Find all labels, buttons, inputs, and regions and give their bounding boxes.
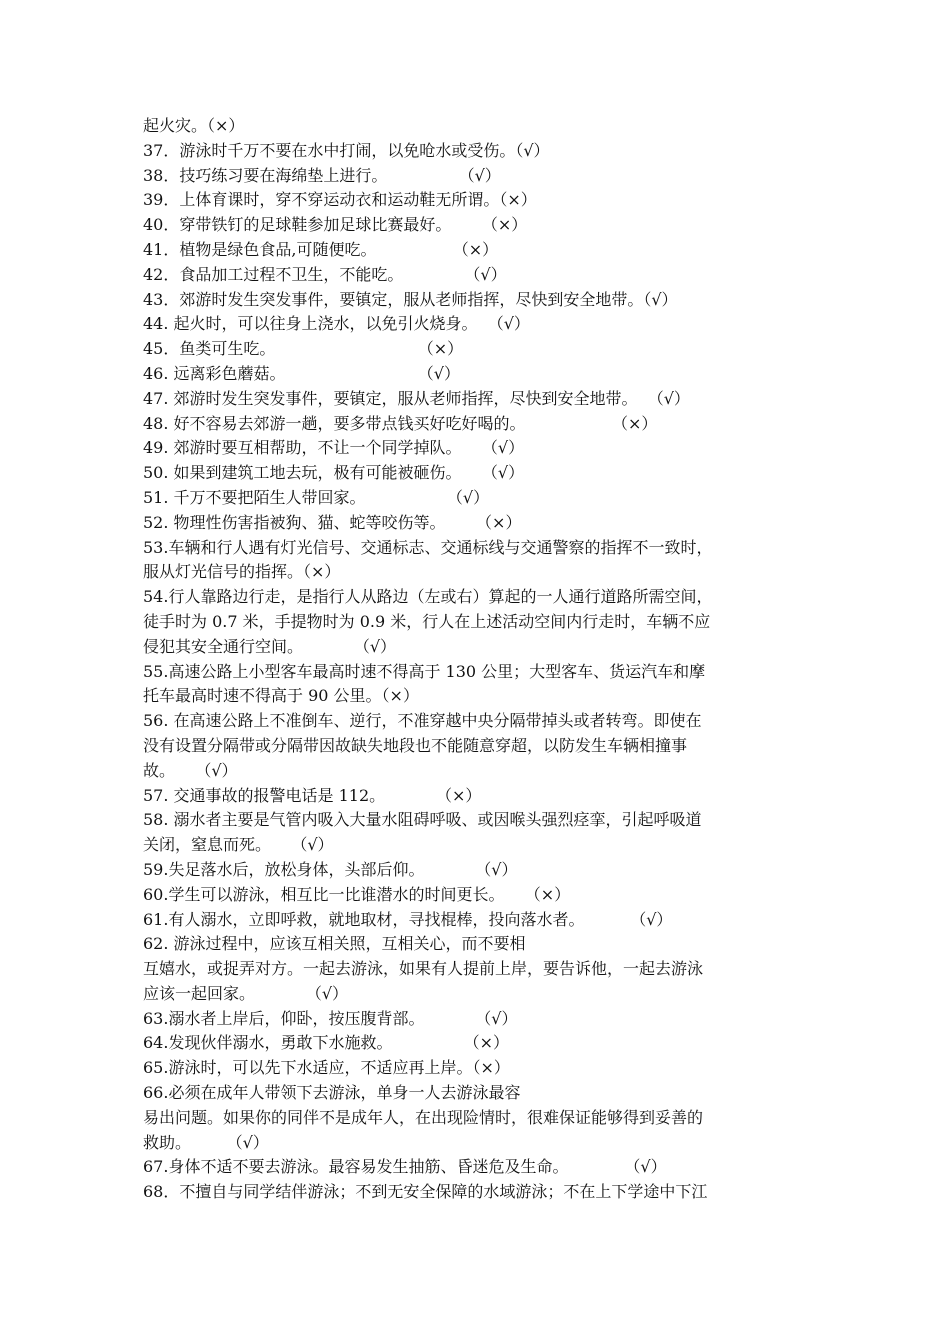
text-line [143,883,813,908]
text-line [143,114,813,139]
line-text: 64.发现伙伴溺水，勇敢下水施救。 （×） [143,1033,510,1053]
text-line [143,585,813,610]
text-line [143,1131,813,1156]
text-line [143,387,813,412]
line-text: 徒手时为 0.7 米，手提物时为 0.9 米，行人在上述活动空间内行走时，车辆不应 [143,611,711,631]
text-line [143,808,813,833]
text-line [143,139,813,164]
line-text: 66.必须在成年人带领下去游泳，单身一人去游泳最容 [143,1083,521,1103]
line-text: 38．技巧练习要在海绵垫上进行。 （√） [143,165,501,185]
line-text: 47. 郊游时发生突发事件，要镇定，服从老师指挥，尽快到安全地带。 （√） [143,388,690,408]
line-text: 53.车辆和行人遇有灯光信号、交通标志、交通标线与交通警察的指挥不一致时， [143,537,713,557]
line-text: 65.游泳时，可以先下水适应，不适应再上岸。（×） [143,1058,510,1078]
line-text: 互嬉水，或捉弄对方。一起去游泳，如果有人提前上岸，要告诉他，一起去游泳 [143,959,704,979]
line-text: 58. 溺水者主要是气管内吸入大量水阻碍呼吸、或因喉头强烈痉挛，引起呼吸道 [143,810,702,830]
text-line [143,684,813,709]
text-line [143,188,813,213]
line-text: 68．不擅自与同学结伴游泳；不到无安全保障的水域游泳；不在上下学途中下江 [143,1182,708,1202]
text-line [143,610,813,635]
line-text: 67.身体不适不要去游泳。最容易发生抽筋、昏迷危及生命。 （√） [143,1157,667,1177]
line-text: 救助。 （√） [143,1132,269,1152]
line-text: 易出问题。如果你的同伴不是成年人，在出现险情时，很难保证能够得到妥善的 [143,1107,704,1127]
line-text: 50. 如果到建筑工地去玩，极有可能被砸伤。 （√） [143,463,525,483]
text-line [143,1056,813,1081]
text-line [143,536,813,561]
line-text: 应该一起回家。 （√） [143,983,349,1003]
line-text: 62. 游泳过程中，应该互相关照，互相关心，而不要相 [143,934,526,954]
text-line [143,660,813,685]
line-text: 39．上体育课时，穿不穿运动衣和运动鞋无所谓。（×） [143,190,537,210]
line-text: 57. 交通事故的报警电话是 112。 （×） [143,785,482,805]
text-line [143,436,813,461]
line-text: 51. 千万不要把陌生人带回家。 （√） [143,487,490,507]
text-line [143,1180,813,1205]
document-body [143,114,813,1205]
text-line [143,1007,813,1032]
line-text: 63.溺水者上岸后，仰卧，按压腹背部。 （√） [143,1008,518,1028]
line-text: 40．穿带铁钉的足球鞋参加足球比赛最好。 （×） [143,215,528,235]
line-text: 托车最高时速不得高于 90 公里。（×） [143,686,419,706]
text-line [143,412,813,437]
text-line [143,288,813,313]
text-line [143,312,813,337]
line-text: 41．植物是绿色食品,可随便吃。 （×） [143,239,499,259]
line-text: 45．鱼类可生吃。 （×） [143,339,464,359]
line-text: 关闭，窒息而死。 （√） [143,835,334,855]
text-line [143,1106,813,1131]
text-line [143,238,813,263]
line-text: 服从灯光信号的指挥。（×） [143,562,341,582]
line-text: 61.有人溺水，立即呼救，就地取材，寻找棍棒，投向落水者。 （√） [143,909,673,929]
text-line [143,957,813,982]
line-text: 故。 （√） [143,760,238,780]
line-text: 56. 在高速公路上不准倒车、逆行，不准穿越中央分隔带掉头或者转弯。即使在 [143,711,702,731]
line-text: 55.高速公路上小型客车最高时速不得高于 130 公里；大型客车、货运汽车和摩 [143,661,706,681]
text-line [143,709,813,734]
text-line [143,263,813,288]
text-line [143,511,813,536]
text-line [143,1031,813,1056]
text-line [143,982,813,1007]
text-line [143,858,813,883]
text-line [143,1081,813,1106]
text-line [143,461,813,486]
line-text: 54.行人靠路边行走，是指行人从路边（左或右）算起的一人通行道路所需空间， [143,587,713,607]
line-text: 46. 远离彩色蘑菇。 （√） [143,363,460,383]
text-line [143,932,813,957]
line-text: 42．食品加工过程不卫生，不能吃。 （√） [143,264,507,284]
text-line [143,759,813,784]
text-line [143,560,813,585]
line-text: 49. 郊游时要互相帮助，不让一个同学掉队。 （√） [143,438,525,458]
text-line [143,337,813,362]
line-text: 52. 物理性伤害指被狗、猫、蛇等咬伤等。 （×） [143,512,522,532]
text-line [143,1155,813,1180]
line-text: 43．郊游时发生突发事件，要镇定，服从老师指挥，尽快到安全地带。（√） [143,289,678,309]
line-text: 48. 好不容易去郊游一趟，要多带点钱买好吃好喝的。 （×） [143,413,658,433]
text-line [143,784,813,809]
line-text: 没有设置分隔带或分隔带因故缺失地段也不能随意穿超，以防发生车辆相撞事 [143,735,688,755]
text-line [143,908,813,933]
line-text: 60.学生可以游泳，相互比一比谁潜水的时间更长。 （×） [143,884,571,904]
line-text: 起火灾。（×） [143,116,245,135]
line-text: 44. 起火时，可以往身上浇水，以免引火烧身。 （√） [143,314,530,334]
text-line [143,486,813,511]
line-text: 59.失足落水后，放松身体，头部后仰。 （√） [143,859,518,879]
text-line [143,635,813,660]
text-line [143,164,813,189]
line-text: 侵犯其安全通行空间。 （√） [143,636,397,656]
line-text: 37．游泳时千万不要在水中打闹，以免呛水或受伤。（√） [143,140,550,160]
text-line [143,833,813,858]
text-line [143,213,813,238]
text-line [143,362,813,387]
text-line [143,734,813,759]
